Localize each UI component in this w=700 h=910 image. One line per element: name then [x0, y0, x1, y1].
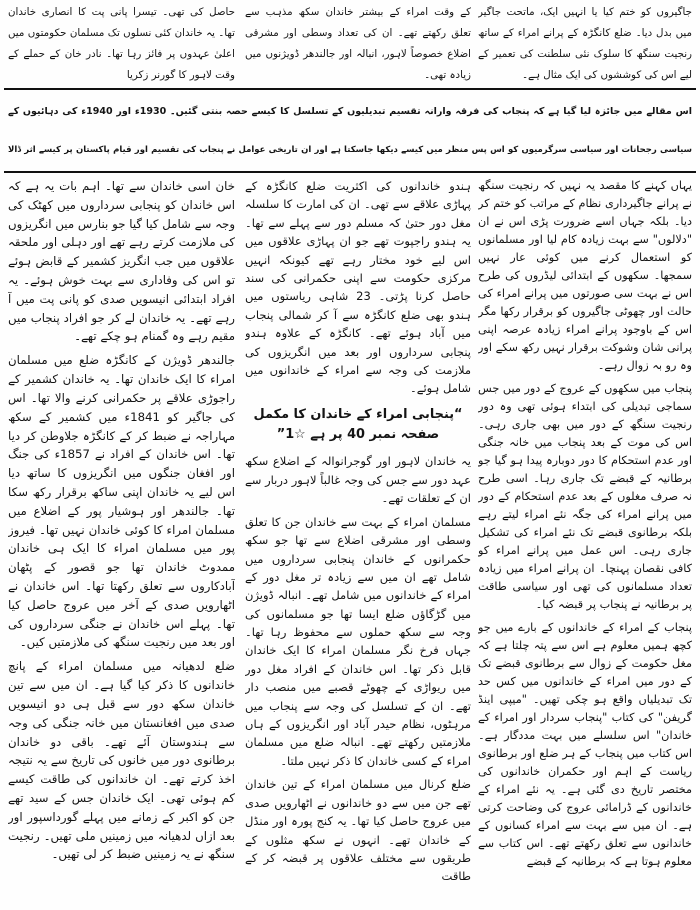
paragraph: ضلع کرنال میں مسلمان امراء کے تین خاندان تھے جن میں سے دو خاندانوں نے اٹھارویں صدی میں عروج حاصل کیا تھا۔ یہ کنج پورہ اور منڈل کے خاندان تھے۔ انہوں نے سکھ مثلوں کے طریقوں سے مختلف علاقوں پر قبضہ کر کے طاقت: [245, 777, 471, 884]
paragraph: پنجاب کے امراء کے خاندانوں کے بارے میں جو کچھ ہمیں معلوم ہے اس سے پتہ چلتا ہے کہ مغل حکومت کے زوال سے برطانوی قبضے تک کے دور میں امراء کے خاندانوں میں کس حد تک تبدیلیاں واقع ہو چکی تھیں۔ "میپی اینڈ گریفن" کی کتاب "پنجاب سردار اور امراء کے خاندان" اس سلسلے میں بہت مددگار ہے۔ اس کتاب میں پنجاب کے ہر ضلع اور برطانوی ریاست کے اہم اور حکمران خاندانوں کی مختصر تاریخ دی گئی ہے۔ یہ نئے امراء کے خاندانوں کے ڈرامائی عروج کی وضاحت کرتی ہے۔ ان میں سے بہت سے امراء کسانوں کے خاندانوں سے تعلق رکھتے تھے۔ اس کتاب سے معلوم ہوتا ہے کہ برطانیہ کے قبضے: [478, 621, 692, 869]
paragraph: جالندھر ڈویژن کے کانگڑہ ضلع میں مسلمان امراء کا ایک خاندان تھا۔ یہ خاندان کشمیر کے راجوڑی علاقے پر حکمرانی کرنے والا تھا۔ اس کی جاگیر کو 1841ء میں کشمیر کے سکھ مہاراجہ نے ضبط کر کے کانگڑہ جلاوطن کر دیا تھا۔ اس خاندان کے افراد نے 1857ء کی جنگ اور افغان جنگوں میں انگریزوں کا ساتھ دیا اس لیے یہ خاندان اپنی ساکھ برقرار رکھ سکا تھا۔ جالندھر اور ہوشیار پور کے اضلاع میں مسلمان امراء کا کوئی خاندان نہیں تھا۔ فیروز پور میں مسلمان امراء کا ایک ہی خاندان ممدوٹ خاندان تھا جو قصور کے پٹھان آبادکاروں سے تعلق رکھتا تھا۔ اس خاندان نے اٹھارویں صدی کے آخر میں عروج حاصل کیا تھا۔ پہلے اس خاندان نے جنگی سرداروں کی اور بعد میں رنجیت سنگھ کی ملازمتیں کیں۔: [8, 353, 235, 650]
paragraph: خان اسی خاندان سے تھا۔ اہم بات یہ ہے کہ اس خاندان کو پنجابی سرداروں میں کھٹک کی وجہ سے شامل کیا گیا جو بنارس میں انگریزوں کی ملازمت کرتے رہے تھے اور دہلی اور ملحقہ علاقوں میں جب انگریز کشمیر کے قابض ہوئے تو اس کی وفاداری سے بہت خوش ہوئے۔ یہ افراد ابتدائی انیسویں صدی کو پانی پت میں آ رہے تھے۔ یہ خاندان لے کر جو افراد پنجاب میں مقیم رہے وہ گمنام ہو چکے تھے۔: [8, 179, 235, 344]
top-column-right: [478, 2, 692, 86]
paragraph: ضلع لدھیانہ میں مسلمان امراء کے پانچ خاندانوں کا ذکر کیا گیا ہے۔ ان میں سے تین خاندان سکھ دور سے قبل ہی دو انیسویں صدی میں افغانستان میں خانہ جنگی کی وجہ سے ہندوستان آئے تھے۔ باقی دو خاندان برطانوی دور میں خانوں کی تاریخ سے یہ نتیجہ اخذ کرتے تھے۔ ان خاندانوں کی طاقت کیسے کم ہوئی تھی۔ ایک خاندان جس کے سید تھے جن کو اکبر کے زمانے میں پہلے گورداسپور اور بعد ازاں لدھیانہ میں زمینیں ملی تھیں۔ رنجیت سنگھ نے یہ زمینیں ضبط کر لی تھیں۔: [8, 659, 235, 862]
top-column-left: [8, 2, 235, 86]
paragraph: جاگیروں کو ختم کیا یا انہیں ایک، ماتحت جاگیر میں بدل دیا۔ ضلع کانگڑہ کے پرانے امراء کے ساتھ رنجیت سنگھ کا سلوک نئی سلطنت کی تعمیر کے لیے اس کی کوششوں کی ایک مثال ہے۔: [478, 6, 692, 81]
horizontal-rule: [4, 171, 696, 173]
body-column-middle: [245, 177, 471, 906]
paragraph: حاصل کی تھی۔ تیسرا پانی پت کا انصاری خاندان تھا۔ یہ خاندان کئی نسلوں تک مسلمان حکومتوں میں اعلیٰ عہدوں پر فائز رہا تھا۔ نادر خان کے حملے کے وقت لاہور کا گورنر زکریا: [8, 6, 235, 81]
paragraph: ہندو خاندانوں کی اکثریت ضلع کانگڑہ کے پہاڑی علاقے سے تھی۔ ان کی امارت کا سلسلہ مغل دور حتیٰ کہ مسلم دور سے پہلے سے تھا۔ یہ ہندو راجپوت تھے جو ان پہاڑی علاقوں میں اس لیے خود مختار رہے تھے کیونکہ انہیں مرکزی حکومت سے اپنی حکمرانی کی سند حاصل کرنا پڑتی۔ 23 شاہی ریاستوں میں ہندو بھی ضلع کانگڑہ سے آ کر شمالی پنجاب میں آباد ہوئے تھے۔ کانگڑہ کے علاوہ ہندو پنجابی سرداروں اور بعد میں انگریزوں کی ملازمت کی وجہ سے امراء کے خاندانوں میں شامل ہوئے۔: [245, 179, 471, 396]
top-column-middle: [245, 2, 471, 86]
headline-line: اس مقالے میں جائزہ لیا گیا ہے کہ پنجاب کی فرقہ وارانہ تقسیم تبدیلیوں کے تسلسل کا کیسے حصہ بنتی گئیں۔ 1930ء اور 1940ء کی دہائیوں کے: [8, 106, 692, 117]
subheading: “پنجابی امراء کے خاندان کا مکمل صفحہ نمبر 40 پر ہے ☆1”: [253, 406, 463, 442]
headline: [8, 92, 692, 170]
body-column-left: [8, 177, 235, 906]
body-column-right: [478, 177, 692, 906]
headline-line: سیاسی رجحانات اور سیاسی سرگرمیوں کو اس پس منظر میں کیسے دیکھا جاسکتا ہے اور ان تاریخی عوامل نے پنجاب کی تقسیم اور قیام پاکستان پر کیسے اثر ڈالا: [8, 145, 692, 155]
paragraph: یہ خاندان لاہور اور گوجرانوالہ کے اضلاع سکھ عہد دور سے جس کی وجہ غالباً لاہور دربار سے ان کے تعلقات تھے۔: [245, 454, 471, 506]
paragraph: پنجاب میں سکھوں کے عروج کے دور میں جس سماجی تبدیلی کی ابتداء ہوئی تھی وہ دور رنجیت سنگھ کے دور میں بھی جاری رہی۔ اس کی موت کے بعد پنجاب میں خانہ جنگی اور عدم استحکام کا دور دوبارہ پیدا ہو گیا جو برطانیہ کے قبضے تک جاری رہا۔ اسی طرح نہ صرف مغلوں کے بعد عدم استحکام کے دور میں پرانے امراء کی جگہ نئے امراء لیتے رہے بلکہ برطانوی قبضے تک نئے امراء کی تشکیل جاری رہی۔ اس عمل میں پرانے امراء کو کافی نقصان پہنچا۔ ان پرانے امراء میں زیادہ تعداد مسلمانوں کی تھی اور سیاسی طاقت پر برطانیہ نے پنجاب پر قبضہ کیا۔: [478, 382, 692, 612]
paragraph: کے وقت امراء کے بیشتر خاندان سکھ مذہب سے تعلق رکھتے تھے۔ ان کی تعداد وسطی اور مشرقی اضلاع خصوصاً لاہور، انبالہ اور جالندھر ڈویژنوں میں زیادہ تھی۔: [245, 6, 471, 81]
paragraph: مسلمان امراء کے بہت سے خاندان جن کا تعلق وسطی اور مشرقی اضلاع سے تھا جو سکھ حکمرانوں کے خاندان پنجابی سرداروں میں شامل تھے ان میں سے زیادہ تر مغل دور کے امراء کے خاندانوں میں شامل تھے۔ انبالہ ڈویژن میں گڑگاؤں ضلع ایسا تھا جو مسلمانوں کی وجہ سے سکھ حملوں سے محفوظ رہا تھا۔ جہاں فرخ نگر مسلمان امراء کا ایک خاندان قابل ذکر تھا۔ اس خاندان کے افراد مغل دور میں ریواڑی کے چھوٹے قصبے میں منصب دار تھے۔ ان کے تسلسل کی وجہ سے پنجاب میں مرہٹوں، نظام حیدر آباد اور انگریزوں کے ہاں ملازمتیں رکھتے تھے۔ انبالہ ضلع میں مسلمان امراء کے کسی خاندان کا ذکر نہیں ملتا۔: [245, 514, 471, 768]
horizontal-rule: [4, 88, 696, 90]
paragraph: یہاں کہنے کا مقصد یہ نہیں کہ رنجیت سنگھ نے پرانے جاگیرداری نظام کے مراتب کو ختم کر دیا۔ بلکہ جہاں اسے ضرورت پڑی اس نے ان "دلالوں" سے بہت زیادہ کام لیا اور مسلمانوں کو استعمال کرنے میں کوئی عار نہیں سمجھا۔ سکھوں کے ابتدائی لیڈروں کی طرح اس نے بہت سی صورتوں میں پرانے امراء کی حالت اور چھوٹی جاگیروں کو برقرار رکھا مگر اس کے باوجود پرانے امراء زیادہ عرصہ اپنی پرانی شان وشوکت برقرار نہیں رکھ سکے اور وہ رو بہ زوال رہے۔: [478, 179, 692, 372]
